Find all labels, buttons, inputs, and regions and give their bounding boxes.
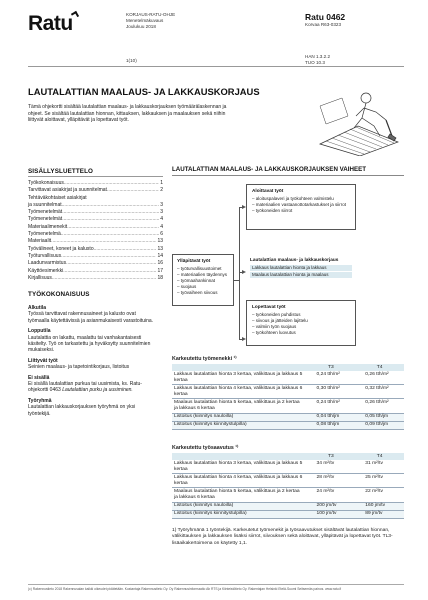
header-code-block <box>305 12 405 65</box>
def-heading: Ei sisällä <box>28 374 50 381</box>
row-label: Listoitus (kiinnitys nauloilla) <box>172 413 307 421</box>
table-caption: Karkeutettu työmenekki ¹⁾ <box>172 356 237 362</box>
t3-value: 28 m²/tv <box>307 474 356 488</box>
t4-value: 89 jm/tv <box>355 510 404 518</box>
definitions <box>28 305 158 417</box>
table-of-contents <box>28 180 163 282</box>
box-item: – työkoneiden siirrot <box>252 208 350 214</box>
table-row <box>172 385 404 399</box>
def-heading: Lopputila <box>28 328 51 335</box>
row-label: Listoitus (kiinnitys nauloilla) <box>172 502 307 510</box>
t3-value: 34 m²/tv <box>307 460 356 474</box>
arrow-right-icon <box>242 270 246 274</box>
t4-value: 31 m²/tv <box>355 460 404 474</box>
box-item: – suojaus <box>177 284 229 290</box>
toc-item[interactable]: Tehtäväkohtaiset asiakirjat <box>28 194 87 201</box>
row-label: Listoitus (kiinnitys kiinnitystulpilla) <box>172 421 307 429</box>
column-header <box>172 453 307 460</box>
t4-value: 160 jm/tv <box>355 502 404 510</box>
page-title: LAUTALATTIAN MAALAUS- JA LAKKAUSKORJAUS <box>28 86 260 97</box>
t3-value: 0,08 tth/jm <box>307 421 356 429</box>
def-heading: Työryhmä <box>28 397 52 404</box>
t4-value: 22 m²/tv <box>355 488 404 502</box>
column-header: T4 <box>355 453 404 460</box>
replaces-code: Korvaa R63-0323 <box>305 22 342 27</box>
table-row <box>172 413 404 421</box>
def-text: Seinien maalaus- ja tapetointikorjaus, listoitus <box>28 364 130 371</box>
t3-value: 100 jm/tv <box>307 510 356 518</box>
floor-painting-illustration <box>318 86 400 156</box>
t4-value: 0,09 tth/jm <box>355 421 404 429</box>
box-title: Ylläpitävät työt <box>177 258 211 263</box>
t4-value: 0,26 tth/m² <box>355 371 404 385</box>
toc-item[interactable]: Tarvittavat asiakirjat ja suunnitelmat ..... 2 <box>28 187 163 194</box>
def-text: Ei sisällä lautalattian purkua tai uusimista, ks. Ratu-ohjekortti 0463 Lautalattian purku ja uusiminen. <box>28 381 142 394</box>
table-row <box>172 474 404 488</box>
tuo-code: TUO 10.3 <box>305 60 325 65</box>
row-label: Lakkaus lautalattian hionta 4 kertaa, välikittaus ja lakkaus 6 kertaa <box>172 474 307 488</box>
row-label: Maalaus lautalattian hionta 5 kertaa, välikittaus ja 2 kertaa ja lakkaus 6 kertaa <box>172 399 307 413</box>
t3-value: 0,24 tth/m² <box>307 371 356 385</box>
header-date: Joulukuu 2018 <box>126 24 156 29</box>
table-footnote: 1) Työryhmänä 1 työntekijä. Karkeutetut työmenekit ja työsaavutukset sisältävät lautalattian hionnan, välikittauksen ja lakkauksen lisäksi siirrot, siivouksen sekä aloittavat, ylläpitävät ja lopettavat työt. TL3-lisäaikakertoimena on käytetty 1,1. <box>172 528 393 546</box>
header-subtype: Menetelmäkuvaus <box>126 18 164 23</box>
lopettavat-box <box>246 300 356 346</box>
toc-item[interactable]: Työkokonaisuus ..... 1 <box>28 180 163 187</box>
t4-value: 0,05 tth/jm <box>355 413 404 421</box>
def-text: Lautalattian lakkauskorjauksen työryhmä on yksi työntekijä. <box>28 404 136 417</box>
toc-item[interactable]: Työvälineet, koneet ja kalusto ..... 13 <box>28 246 163 253</box>
data-table <box>172 364 404 430</box>
table-row <box>172 460 404 474</box>
header-info <box>126 12 176 63</box>
table-row <box>172 421 404 429</box>
box-item: – työmaahankinnat <box>177 278 229 284</box>
arrow-right-icon <box>242 205 246 209</box>
box-title: Aloittavat työt <box>252 188 284 193</box>
toc-item[interactable]: Materiaalimenekit ..... 4 <box>28 224 163 231</box>
box-item: – materiaalien vastaanottotarkastukset ja siirrot <box>252 202 350 208</box>
table-row <box>172 488 404 502</box>
aloittavat-box <box>246 184 356 230</box>
column-header <box>172 364 307 371</box>
t4-value: 0,26 tth/m² <box>355 399 404 413</box>
toc-item[interactable]: Laadunvarmistus ..... 16 <box>28 260 163 267</box>
t4-value: 0,32 tth/m² <box>355 385 404 399</box>
t3-value: 24 m²/tv <box>307 488 356 502</box>
box-item: – aloituspalaveri ja työkohteen valmistelu <box>252 196 350 202</box>
process-title: LAUTALATTIAN MAALAUS- JA LAKKAUSKORJAUKSEN VAIHEET <box>172 166 366 173</box>
box-item: – valmiin työn suojaus <box>252 324 350 330</box>
yllapitavat-box <box>172 254 234 306</box>
box-item: – työvaiheen siivous <box>177 290 229 296</box>
han-code: HAN 1.3.2.2 <box>305 54 331 59</box>
toc-divider <box>28 176 163 177</box>
toc-item[interactable]: Materiaalit ..... 13 <box>28 238 163 245</box>
table-row <box>172 510 404 518</box>
column-header: T3 <box>307 364 356 371</box>
box-item: – työturvallisuustoimet <box>177 266 229 272</box>
process-connector <box>239 207 240 339</box>
row-label: Lakkaus lautalattian hionta 4 kertaa, välikittaus ja lakkaus 6 kertaa <box>172 385 307 399</box>
box-list <box>177 266 229 296</box>
toc-item[interactable]: Kirjallisuus ..... 18 <box>28 275 163 282</box>
data-table <box>172 453 404 519</box>
box-list <box>252 312 350 336</box>
t4-value: 25 m²/tv <box>355 474 404 488</box>
toc-title: SISÄLLYSLUETTELO <box>28 168 94 175</box>
row-label: Lakkaus lautalattian hionta 3 kertaa, välikittaus ja lakkaus 5 kertaa <box>172 371 307 385</box>
definitions-title: TYÖKOKONAISUUS <box>28 291 90 298</box>
toc-item[interactable]: Työturvallisuus ..... 14 <box>28 253 163 260</box>
toc-item[interactable]: Työmenetelmä ..... 6 <box>28 231 163 238</box>
box-title: Lautalattian maalaus- ja lakkauskorjaus <box>250 257 339 262</box>
def-heading: Alkutila <box>28 305 47 311</box>
t3-value: 0,30 tth/m² <box>307 385 356 399</box>
table-caption: Karkeutettu työsaavutus ¹⁾ <box>172 445 239 451</box>
table-row <box>172 502 404 510</box>
header-divider <box>28 66 404 67</box>
t3-value: 0,04 tth/jm <box>307 413 356 421</box>
main-work-item: Lakkaus lautalattian hionta ja lakkaus <box>250 265 352 271</box>
column-header: T4 <box>355 364 404 371</box>
box-item: – materiaalien täydennys <box>177 272 229 278</box>
intro-text: Tämä ohjekortti sisältää lautalattian maalaus- ja lakkauskorjauksen työmäärälaskennan ja ohjeet. Se sisältää lautalattian hionnan, kittauksen, lakkauksen ja maalauksen sekä niihin liittyvät aloittavat, ylläpitävät ja lopettavat työt. <box>28 104 227 123</box>
column-header: T3 <box>307 453 356 460</box>
toc-item[interactable]: Käyttöesimerkki ..... 17 <box>28 268 163 275</box>
page-number: 1(10) <box>126 58 137 63</box>
box-item: – työkoneiden puhdistus <box>252 312 350 318</box>
document-code: Ratu 0462 <box>305 12 346 22</box>
t3-value: 200 jm/tv <box>307 502 356 510</box>
def-text: Työssä tarvittavat rakennusaineet ja kalusto ovat työmaalla käytettävissä ja asianmukaisesti varastoituina. <box>28 311 154 324</box>
toc-item[interactable]: ja suunnitelmat ..... 3 <box>28 202 163 209</box>
box-title: Lopettavat työt <box>252 304 286 309</box>
table-row <box>172 371 404 385</box>
table-header-row <box>172 453 404 460</box>
box-item: – siivous ja jätteiden lajittelu <box>252 318 350 324</box>
t3-value: 0,24 tth/m² <box>307 399 356 413</box>
process-divider <box>172 175 404 176</box>
work-achievement-table <box>172 445 404 519</box>
row-label: Maalaus lautalattian hionta 5 kertaa, välikittaus ja 2 kertaa ja lakkaus 6 kertaa <box>172 488 307 502</box>
row-label: Listoitus (kiinnitys kiinnitystulpilla) <box>172 510 307 518</box>
main-work-box <box>246 254 356 292</box>
ratu-logo: Ratu <box>28 12 78 36</box>
def-text: Lautalattia on lakattu, maalattu tai vanhakantaisesti käsitelty. Työ on tarkastettu ja hyväksytty suunnitelmien mukaiseksi. <box>28 334 151 354</box>
def-heading: Liittyvät työt <box>28 357 58 364</box>
classification-codes <box>305 54 330 66</box>
main-work-item: Maalaus lautalattian hionta ja maalaus <box>250 272 352 278</box>
toc-item[interactable]: Työmenetelmät ..... 3 <box>28 209 163 216</box>
arrow-right-icon <box>242 337 246 341</box>
toc-item[interactable]: Työmenetelmät ..... 4 <box>28 216 163 223</box>
def-reference-link[interactable]: Lautalattian purku ja uusiminen. <box>62 387 133 394</box>
process-connector <box>234 280 239 281</box>
row-label: Lakkaus lautalattian hionta 3 kertaa, välikittaus ja lakkaus 5 kertaa <box>172 460 307 474</box>
header-type: KORJAUS-RATU-OHJE <box>126 12 176 17</box>
page-footer: (c) Rakennustieto 2018 Rakennusalan kaikki oikeudet pidätetään. Kustantaja Rakennustieto Oy. Oy Rakennusinformaatio Ab RTS ja Kiinteistötieto Oy. Rakentajan Helsinki Etelä-Suomi Seitsemäs painos. www.ratu.fi <box>28 584 404 591</box>
table-header-row <box>172 364 404 371</box>
box-item: – työkohteen luovutus <box>252 330 350 336</box>
box-list <box>252 196 350 214</box>
work-consumption-table <box>172 356 404 430</box>
table-row <box>172 399 404 413</box>
